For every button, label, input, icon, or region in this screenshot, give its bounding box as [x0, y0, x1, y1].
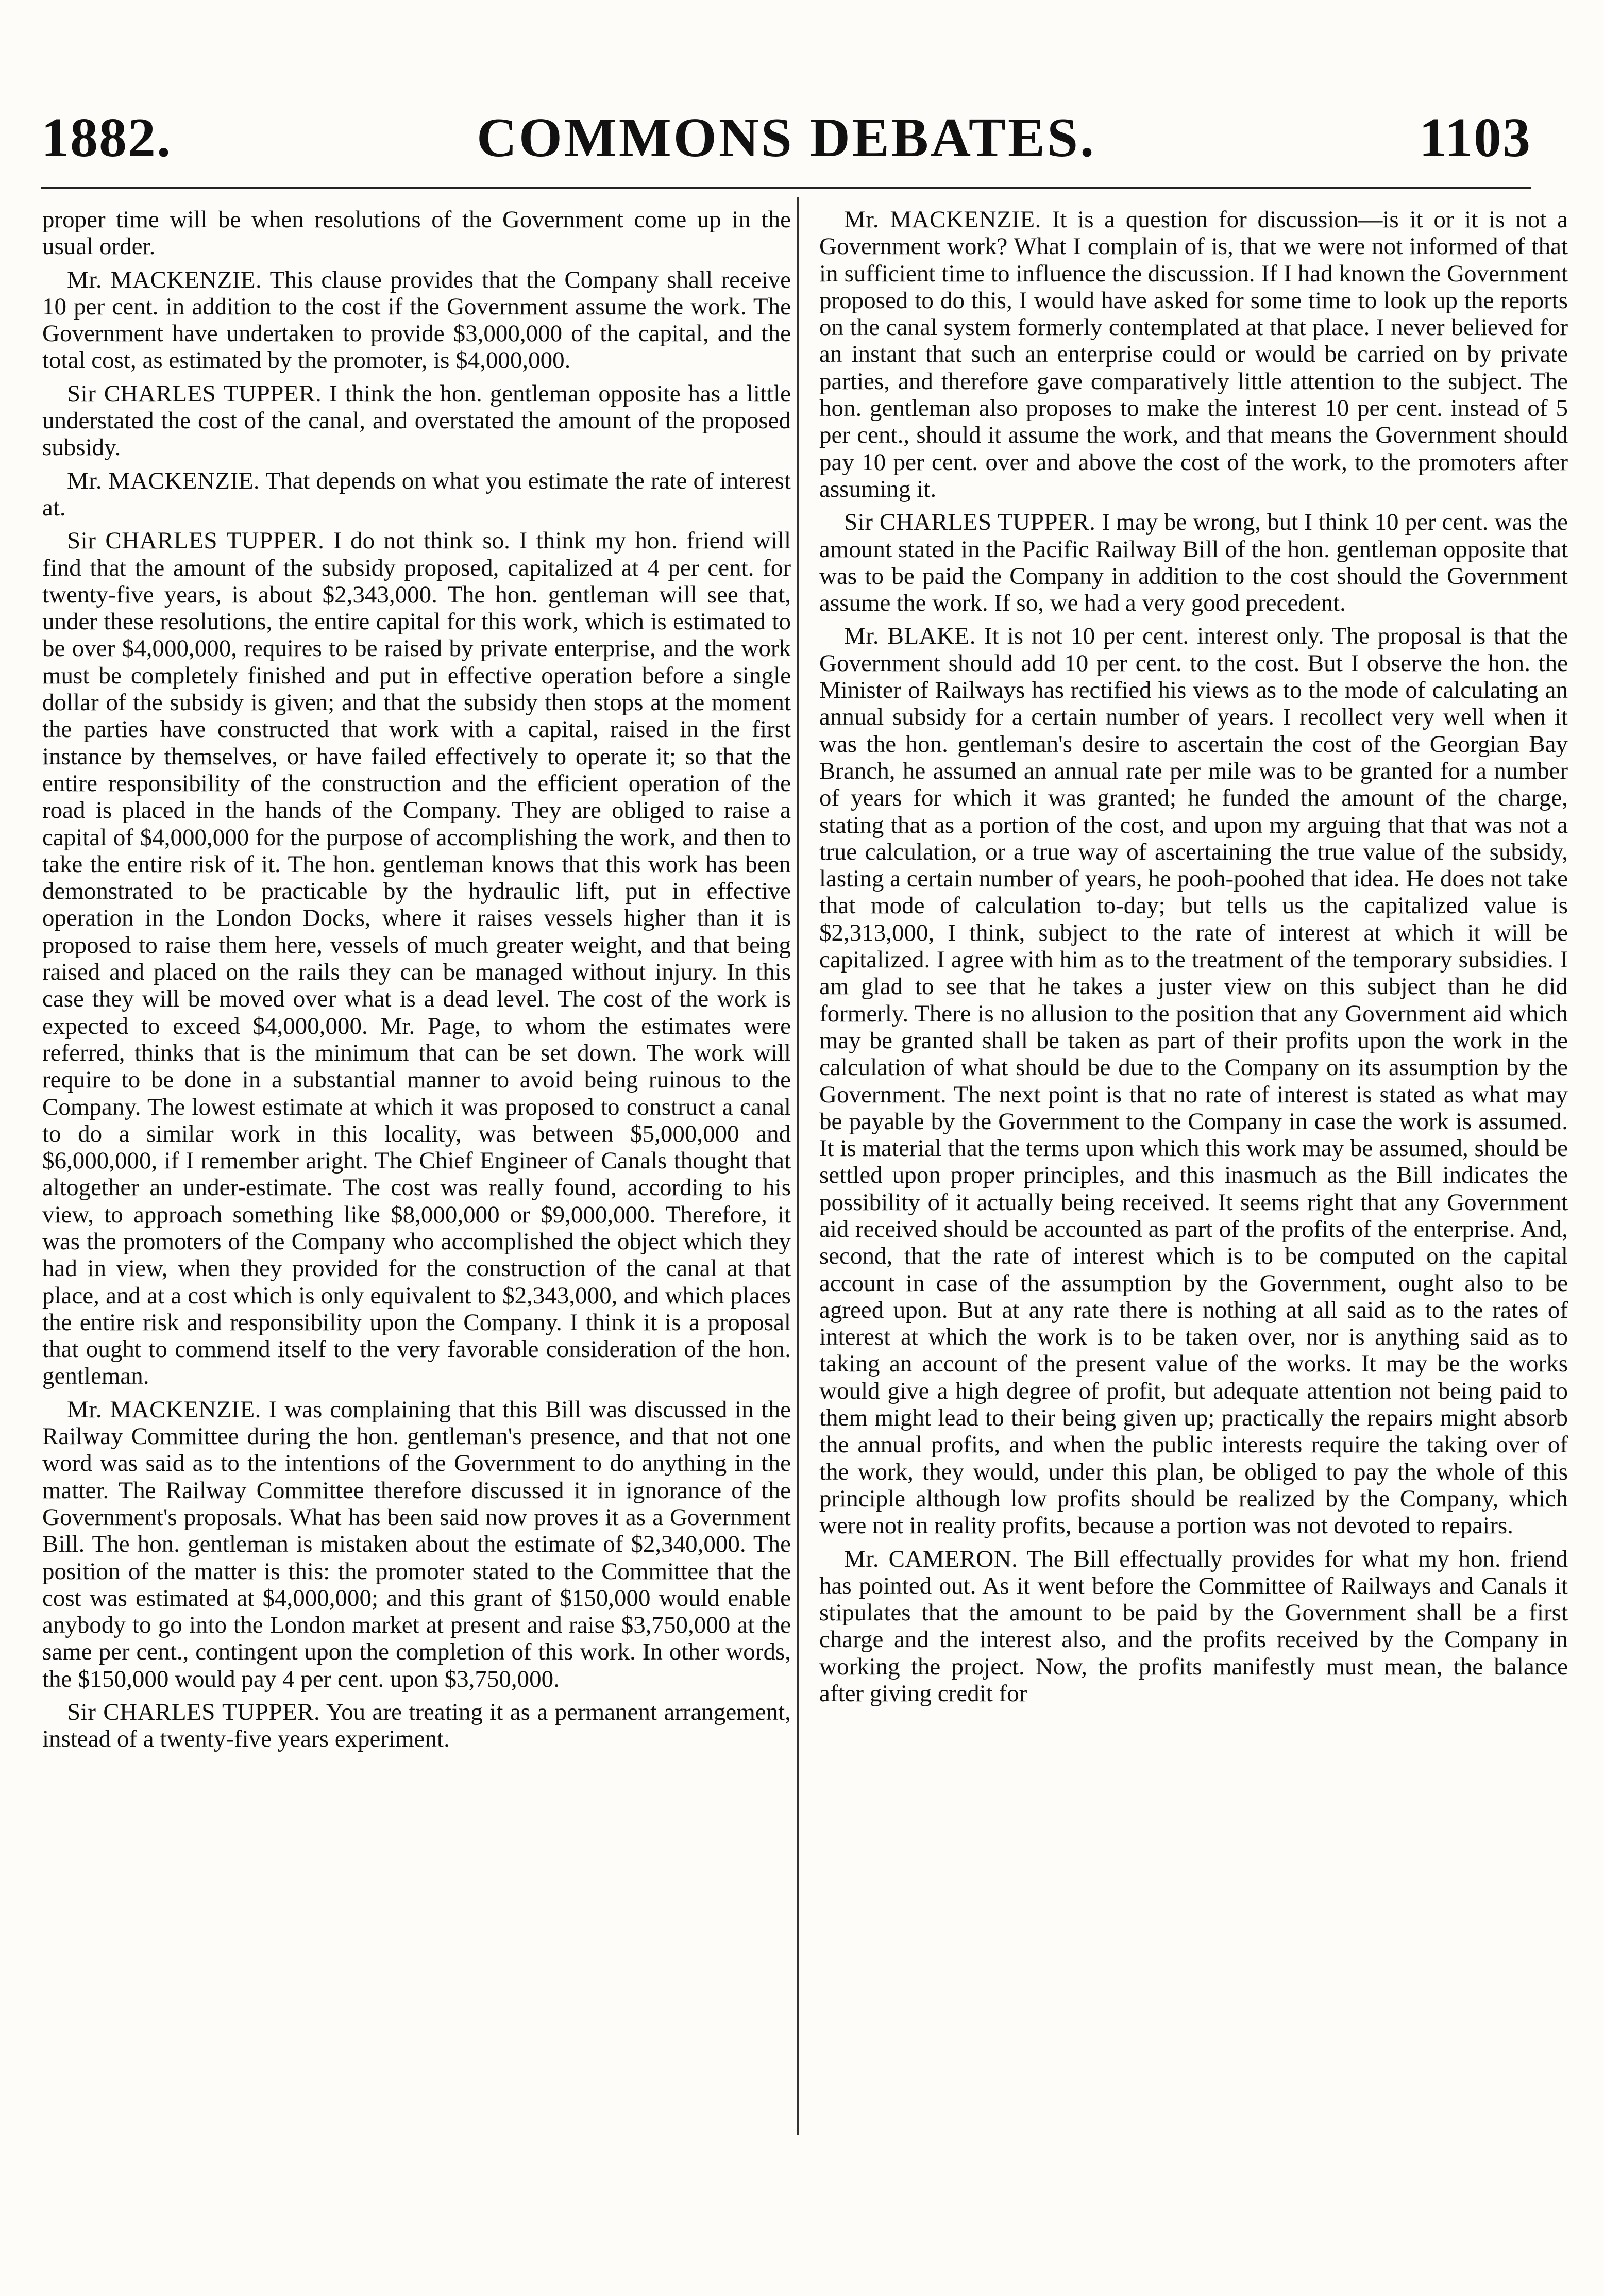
paragraph — [42, 1699, 791, 1753]
speaker-name: Mr. BLAKE. — [844, 623, 976, 650]
paragraph-text: I may be wrong, but I think 10 per cent. was the amount stated in the Pacific Railway Bill of the hon. gentleman opposite that was to be paid the Company in addition to the cost should the Government assume the work. If so, we had a very good precedent. — [819, 509, 1568, 617]
right-column — [819, 206, 1568, 2129]
left-column — [42, 206, 791, 2129]
paragraph-text: proper time will be when resolutions of the Government come up in the usual order. — [42, 206, 791, 260]
page-header — [41, 107, 1531, 174]
paragraph — [42, 527, 791, 1390]
paragraph-text: I think the hon. gentleman opposite has a little understated the cost of the canal, and overstated the amount of the proposed subsidy. — [42, 380, 791, 461]
paragraph — [819, 623, 1568, 1539]
speaker-name: Sir CHARLES TUPPER. — [844, 509, 1096, 536]
paragraph — [819, 206, 1568, 502]
header-page-number: 1103 — [1419, 107, 1531, 169]
paragraph — [819, 509, 1568, 616]
paragraph-text: You are treating it as a permanent arrangement, instead of a twenty-five years experiment. — [42, 1699, 791, 1753]
speaker-name: Sir CHARLES TUPPER. — [67, 527, 325, 555]
paragraph-text: It is a question for discussion—is it or it is not a Government work? What I complain of is, that we were not informed of that in sufficient time to influence the discussion. If I had known the Government proposed to do this, I would have asked for some time to look up the reports on the canal system formerly contemplated at that place. I never believed for an instant that such an enterprise could or would be carried on by private parties, and therefore gave comparatively little attention to the subject. The hon. gentleman also proposes to make the interest 10 per cent. instead of 5 per cent., should it assume the work, and that means the Government should pay 10 per cent. over and above the cost of the work, to the promoters after assuming it. — [819, 206, 1568, 502]
paragraph — [42, 380, 791, 461]
paragraph — [42, 1396, 791, 1692]
speaker-name: Mr. CAMERON. — [844, 1545, 1018, 1572]
header-rule — [41, 187, 1531, 189]
speaker-name: Mr. MACKENZIE. — [844, 206, 1041, 233]
speaker-name: Mr. MACKENZIE. — [67, 467, 260, 494]
paragraph-text: This clause provides that the Company shall receive 10 per cent. in addition to the cost if the Government assume the work. The Government have undertaken to provide $3,000,000 of the capital, and the total cost, as estimated by the promoter, is $4,000,000. — [42, 266, 791, 374]
header-year: 1882. — [41, 107, 172, 169]
paragraph — [42, 467, 791, 522]
paragraph — [42, 266, 791, 374]
paragraph-text: It is not 10 per cent. interest only. The proposal is that the Government should add 10 per cent. to the cost. But I observe the hon. the Minister of Railways has rectified his views as to the mode of calculating an annual subsidy for a certain number of years. I recollect very well when it was the hon. gentleman's desire to ascertain the cost of the Georgian Bay Branch, he assumed an annual rate per mile was to be granted for a number of years for which it was granted; he funded the amount of the charge, stating that as a portion of the cost, and upon my arguing that that was not a true calculation, or a true way of ascertaining the true value of the subsidy, lasting a certain number of years, he pooh-poohed that idea. He does not take that mode of calculation to-day; but tells us the capitalized value is $2,313,000, I think, subject to the rate of interest at which it will be capitalized. I agree with him as to the treatment of the temporary subsidies. I am glad to see that he takes a juster view on this subject than he did formerly. There is no allusion to the position that any Government aid which may be granted shall be taken as part of their profits upon the work in the calculation of what should be due to the Company on its assumption by the Government. The next point is that no rate of interest is stated as what may be payable by the Government to the Company in case the work is assumed. It is material that the terms upon which this work may be assumed, should be settled upon proper principles, and this inasmuch as the Bill indicates the possibility of it actually being received. It seems right that any Government aid received should be accounted as part of the profits of the enterprise. And, second, that the rate of interest which is to be computed on the capital account in case of the assumption by the Government, ought also to be agreed upon. But at any rate there is nothing at all said as to the rates of interest at which the work is to be taken over, nor is anything said as to taking an account of the present value of the works. It may be the works would give a high degree of profit, but adequate attention not being paid to them might lead to their being given up; practically the repairs might absorb the annual profits, and when the public interests require the taking over of the work, they would, under this plan, be obliged to pay the whole of this principle although low profits should be realized by the Company, which were not in reality profits, because a portion was not devoted to repairs. — [819, 623, 1568, 1539]
paragraph-text: I do not think so. I think my hon. friend will find that the amount of the subsidy proposed, capitalized at 4 per cent. for twenty-five years, is about $2,343,000. The hon. gentleman will see that, under these resolutions, the entire capital for this work, which is estimated to be over $4,000,000, requires to be raised by private enterprise, and the work must be completely finished and put in effective operation before a single dollar of the subsidy is given; and that the subsidy then stops at the moment the parties have constructed that work with a capital, raised in the first instance by themselves, or have failed effectively to operate it; so that the entire responsibility of the construction and the efficient operation of the road is placed in the hands of the Company. They are obliged to raise a capital of $4,000,000 for the purpose of accomplishing the work, and then to take the entire risk of it. The hon. gentleman knows that this work has been demonstrated to be practicable by the hydraulic lift, put in effective operation in the London Docks, where it raises vessels higher than it is proposed to raise them here, vessels of much greater weight, and that being raised and placed on the rails they can be managed without injury. In this case they will be moved over what is a dead level. The cost of the work is expected to exceed $4,000,000. Mr. Page, to whom the estimates were referred, thinks that is the minimum that can be set down. The work will require to be done in a substantial manner to avoid being ruinous to the Company. The lowest estimate at which it was proposed to construct a canal to do a similar work in this locality, was between $5,000,000 and $6,000,000, if I remember aright. The Chief Engineer of Canals thought that altogether an under-estimate. The cost was really found, according to his view, to approach something like $8,000,000 or $9,000,000. Therefore, it was the promoters of the Company who accomplished the object which they had in view, when they provided for the construction of the canal at that place, and at a cost which is only equivalent to $2,343,000, and which places the entire risk and responsibility upon the Company. I think it is a proposal that ought to commend itself to the very favorable consideration of the hon. gentleman. — [42, 527, 791, 1390]
paragraph — [42, 206, 791, 260]
header-title: COMMONS DEBATES. — [476, 107, 1096, 169]
speaker-name: Mr. MACKENZIE. — [67, 1396, 261, 1423]
paragraph-text: That depends on what you estimate the rate of interest at. — [42, 467, 791, 521]
speaker-name: Sir CHARLES TUPPER. — [67, 1699, 320, 1726]
paragraph-text: I was complaining that this Bill was discussed in the Railway Committee during the hon. gentleman's presence, and that not one word was said as to the intentions of the Government to do anything in the matter. The Railway Committee therefore discussed it in ignorance of the Government's proposals. What has been said now proves it as a Government Bill. The hon. gentleman is mistaken about the estimate of $2,340,000. The position of the matter is this: the promoter stated to the Committee that the cost was estimated at $4,000,000; and this grant of $150,000 would enable anybody to go into the London market at present and raise $3,750,000 at the same per cent., contingent upon the completion of this work. In other words, the $150,000 would pay 4 per cent. upon $3,750,000. — [42, 1396, 791, 1692]
column-divider — [797, 197, 799, 2135]
speaker-name: Sir CHARLES TUPPER. — [67, 380, 322, 407]
paragraph — [819, 1546, 1568, 1707]
speaker-name: Mr. MACKENZIE. — [67, 266, 262, 293]
paragraph-text: The Bill effectually provides for what my hon. friend has pointed out. As it went before the Committee of Railways and Canals it stipulates that the amount to be paid by the Government shall be a first charge and the interest also, and the profits received by the Company in working the project. Now, the profits manifestly must mean, the balance after giving credit for — [819, 1545, 1568, 1707]
